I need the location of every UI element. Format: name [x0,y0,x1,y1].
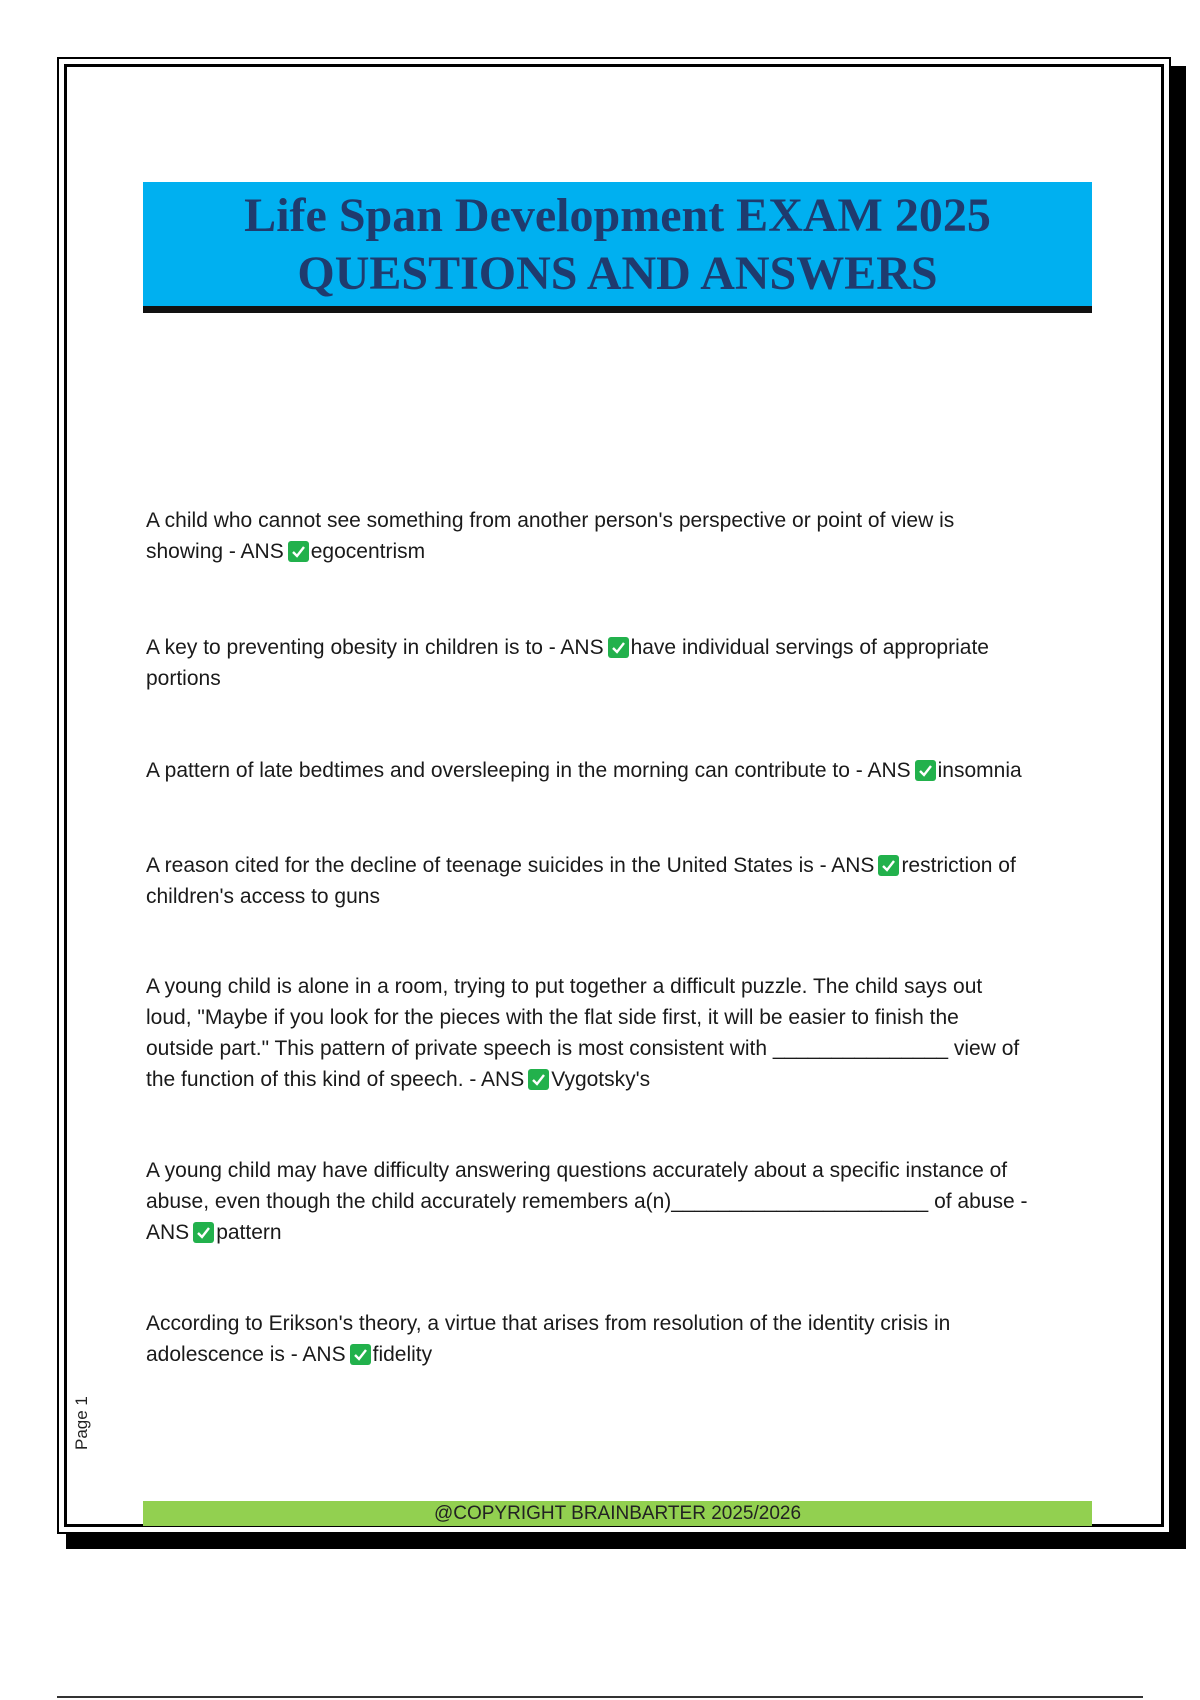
answer-text: portions [146,667,221,690]
check-mark-icon [528,1069,549,1090]
question-text: A reason cited for the decline of teenage suicides in the United States is - ANS [146,854,875,877]
question-text: outside part." This pattern of private speech is most consistent with _______________ view of [146,1037,1020,1060]
question-text: A child who cannot see something from another person's perspective or point of view is [146,509,955,532]
qa-item-5 [146,971,1096,1095]
bottom-rule [57,1696,1143,1698]
question-text: the function of this kind of speech. - ANS [146,1068,525,1091]
question-text: A young child may have difficulty answering questions accurately about a specific instance of [146,1159,1008,1182]
page-word: Page [72,1410,91,1450]
answer-text: Vygotsky's [551,1068,651,1091]
check-mark-icon [878,855,899,876]
answer-text: children's access to guns [146,885,380,908]
qa-item-4 [146,850,1096,912]
answer-text: restriction of [901,854,1016,877]
check-mark-icon [350,1344,371,1365]
qa-item-1 [146,505,1096,567]
question-text: A young child is alone in a room, trying to put together a difficult puzzle. The child says out [146,975,983,998]
question-text: abuse, even though the child accurately remembers a(n)______________________ of abuse - [146,1190,1028,1213]
title-line-2: QUESTIONS AND ANSWERS [297,247,938,300]
check-mark-icon [608,637,629,658]
page-label [69,1396,95,1450]
check-mark-icon [915,760,936,781]
question-text: A pattern of late bedtimes and oversleeping in the morning can contribute to - ANS [146,759,911,782]
check-mark-icon [288,541,309,562]
question-text: loud, "Maybe if you look for the pieces with the flat side first, it will be easier to finish the [146,1006,959,1029]
question-text: A key to preventing obesity in children is to - ANS [146,636,604,659]
qa-item-3 [146,755,1096,786]
qa-item-7 [146,1308,1096,1370]
title-banner [143,182,1092,313]
question-text: adolescence is - ANS [146,1343,346,1366]
question-text: showing - ANS [146,540,284,563]
answer-text: pattern [216,1221,282,1244]
answer-text: fidelity [372,1343,433,1366]
copyright-footer: @COPYRIGHT BRAINBARTER 2025/2026 [143,1501,1092,1526]
question-text: According to Erikson's theory, a virtue that arises from resolution of the identity crisis in [146,1312,951,1335]
question-text: ANS [146,1221,190,1244]
answer-text: insomnia [937,759,1022,782]
title-line-1: Life Span Development EXAM 2025 [244,189,991,242]
answer-text: egocentrism [310,540,426,563]
qa-item-2 [146,632,1096,694]
check-mark-icon [193,1222,214,1243]
answer-text: have individual servings of appropriate [630,636,989,659]
qa-item-6 [146,1155,1096,1248]
page-number: 1 [72,1396,91,1406]
